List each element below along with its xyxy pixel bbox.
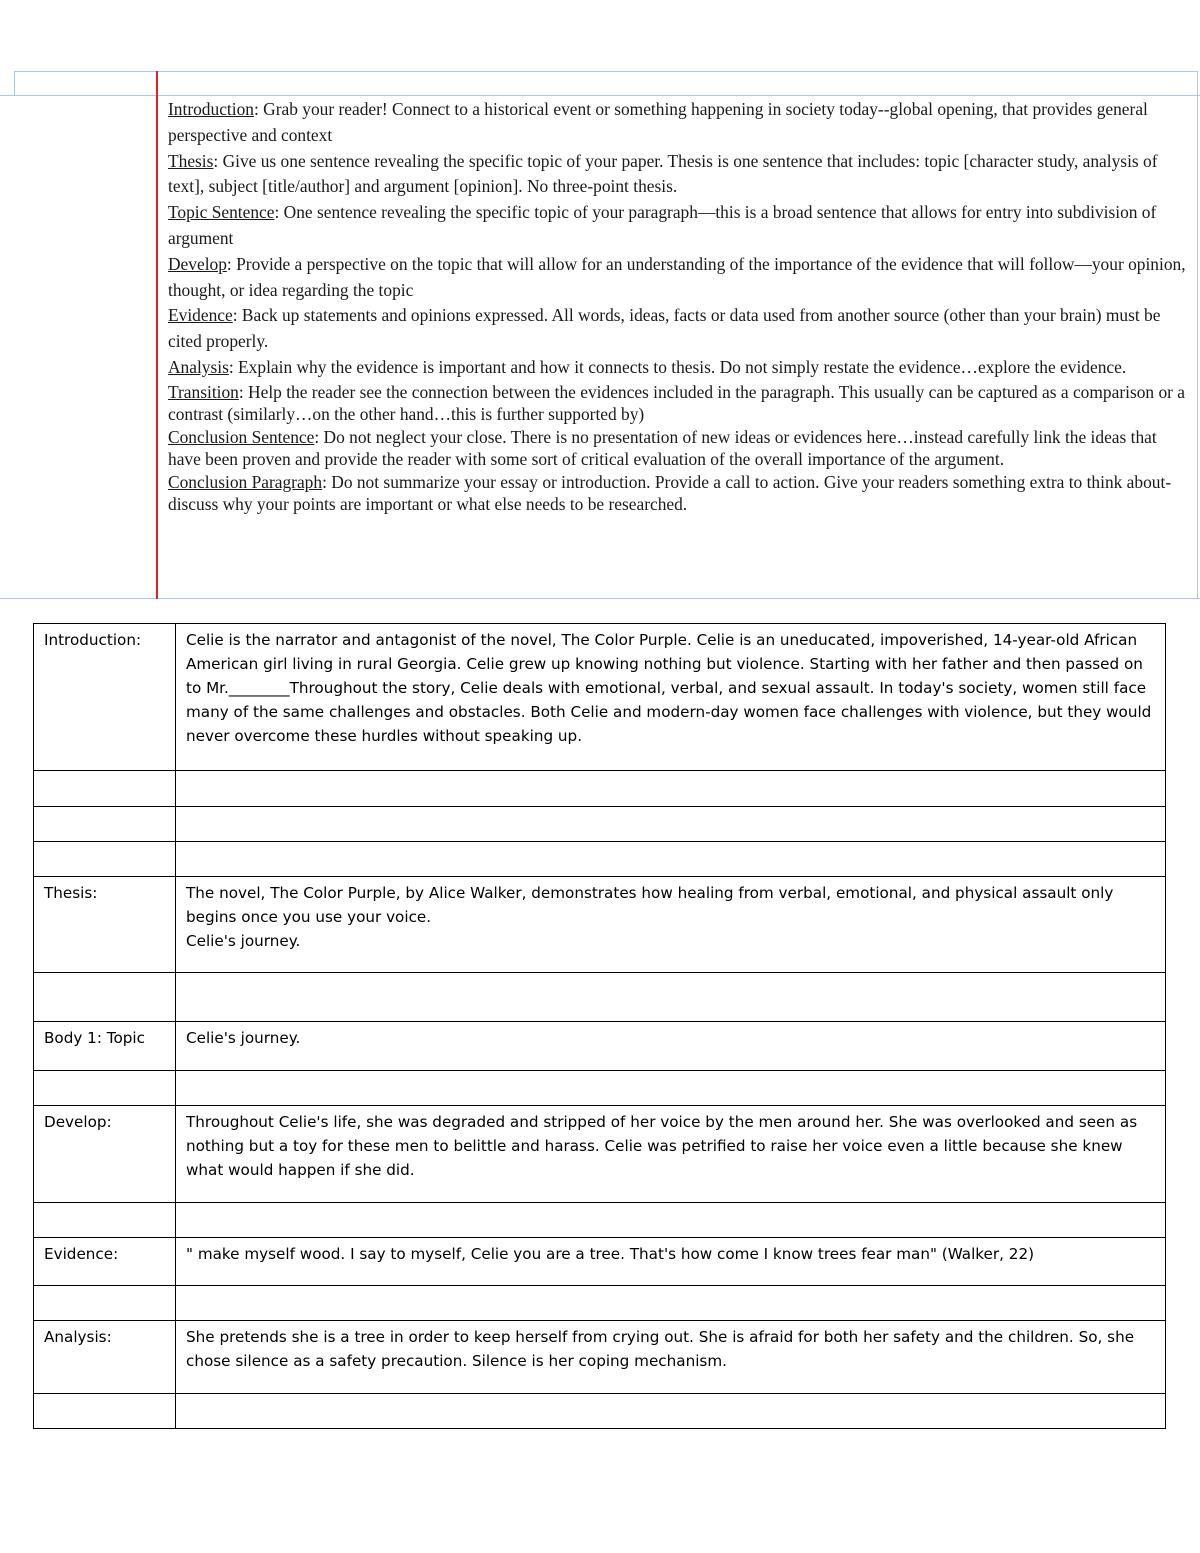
table-row-blank <box>34 1286 1166 1321</box>
row-label: Develop: <box>34 1106 176 1203</box>
guide-item-thesis: Thesis: Give us one sentence revealing the specific topic of your paper. Thesis is one sentence that includes: topic [character study, analysis of text], subject [title/author] and argument [opinion]. No three-point thesis. <box>168 150 1158 197</box>
guide-item-develop: Develop: Provide a perspective on the topic that will allow for an understanding of the importance of the evidence that will follow—your opinion, thought, or idea regarding the topic <box>168 253 1186 300</box>
essay-outline-table <box>33 623 1166 1429</box>
row-label <box>34 1286 176 1321</box>
row-label <box>34 807 176 842</box>
row-label <box>34 1071 176 1106</box>
guide-margin-line <box>156 71 158 599</box>
row-content[interactable]: She pretends she is a tree in order to keep herself from crying out. She is afraid for both her safety and the children. So, she chose silence as a safety precaution. Silence is her coping mechanism. <box>176 1321 1166 1394</box>
row-content[interactable]: Throughout Celie's life, she was degraded and stripped of her voice by the men around her. She was overlooked and seen as nothing but a toy for these men to belittle and harass. Celie was petrified to raise her voice even a little because she knew what would happen if she did. <box>176 1106 1166 1203</box>
row-label: Introduction: <box>34 624 176 771</box>
row-content[interactable]: Celie's journey. <box>176 1022 1166 1071</box>
table-row-blank <box>34 771 1166 807</box>
row-label: Analysis: <box>34 1321 176 1394</box>
row-label <box>34 771 176 807</box>
row-label <box>34 973 176 1022</box>
row-content[interactable] <box>176 1394 1166 1429</box>
table-row-thesis <box>34 877 1166 973</box>
row-label <box>34 1203 176 1238</box>
table-row-blank <box>34 1394 1166 1429</box>
row-content[interactable] <box>176 807 1166 842</box>
row-content[interactable] <box>176 771 1166 807</box>
row-content[interactable] <box>176 1286 1166 1321</box>
guide-item-analysis: Analysis: Explain why the evidence is important and how it connects to thesis. Do not simply restate the evidence…explore the evidence. <box>168 356 1127 377</box>
guide-item-topic-sentence: Topic Sentence: One sentence revealing the specific topic of your paragraph—this is a broad sentence that allows for entry into subdivision of argument <box>168 202 1157 248</box>
row-content[interactable]: " make myself wood. I say to myself, Celie you are a tree. That's how come I know trees fear man" (Walker, 22) <box>176 1238 1166 1286</box>
guide-item-evidence: Evidence: Back up statements and opinions expressed. All words, ideas, facts or data used from another source (other than your brain) must be cited properly. <box>168 305 1161 352</box>
row-content[interactable]: Celie is the narrator and antagonist of the novel, The Color Purple. Celie is an uneducated, impoverished, 14-year-old African American girl living in rural Georgia. Celie grew up knowing nothing but violence. Starting with her father and then passed on to Mr.________Throughout the story, Celie deals with emotional, verbal, and sexual assault. In today's society, women still face many of the same challenges and obstacles. Both Celie and modern-day women face challenges with violence, but they would never overcome these hurdles without speaking up. <box>176 624 1166 771</box>
guide-right-rule <box>1197 71 1198 599</box>
guide-left-rule <box>14 71 15 96</box>
row-content[interactable] <box>176 973 1166 1022</box>
table-row-introduction <box>34 624 1166 771</box>
guide-top-rule <box>14 71 1198 72</box>
row-content[interactable] <box>176 1071 1166 1106</box>
guide-bottom-rule <box>0 598 1200 599</box>
guide-item-conclusion-paragraph: Conclusion Paragraph: Do not summarize your essay or introduction. Provide a call to action. Give your readers something extra to think about-discuss why your points are important or what else needs to be researched. <box>168 471 1172 515</box>
guide-item-introduction: Introduction: Grab your reader! Connect to a historical event or something happening in society today--global opening, that provides general perspective and context <box>168 99 1148 145</box>
guide-header-rule <box>0 95 1200 96</box>
row-content[interactable]: The novel, The Color Purple, by Alice Walker, demonstrates how healing from verbal, emotional, and physical assault only begins once you use your voice. Celie's journey. <box>176 877 1166 973</box>
table-row-blank <box>34 1203 1166 1238</box>
row-label: Body 1: Topic <box>34 1022 176 1071</box>
table-row-blank <box>34 1071 1166 1106</box>
table-row-blank <box>34 973 1166 1022</box>
table-row-blank <box>34 842 1166 877</box>
row-label: Thesis: <box>34 877 176 973</box>
table-row-develop <box>34 1106 1166 1203</box>
row-label: Evidence: <box>34 1238 176 1286</box>
table-row-blank <box>34 807 1166 842</box>
guide-item-transition: Transition: Help the reader see the connection between the evidences included in the paragraph. This usually can be captured as a comparison or a contrast (similarly…on the other hand…this is further supported by) <box>168 381 1186 425</box>
guide-item-conclusion-sentence: Conclusion Sentence: Do not neglect your close. There is no presentation of new ideas or evidences here…instead carefully link the ideas that have been proven and provide the reader with some sort of critical evaluation of the overall importance of the argument. <box>168 426 1157 470</box>
row-content[interactable] <box>176 1203 1166 1238</box>
guide-text <box>168 97 1193 516</box>
row-label <box>34 842 176 877</box>
row-label <box>34 1394 176 1429</box>
table-row-analysis <box>34 1321 1166 1394</box>
row-content[interactable] <box>176 842 1166 877</box>
essay-guide-panel <box>0 0 1200 600</box>
table-row-evidence <box>34 1238 1166 1286</box>
table-row-body-1-topic <box>34 1022 1166 1071</box>
